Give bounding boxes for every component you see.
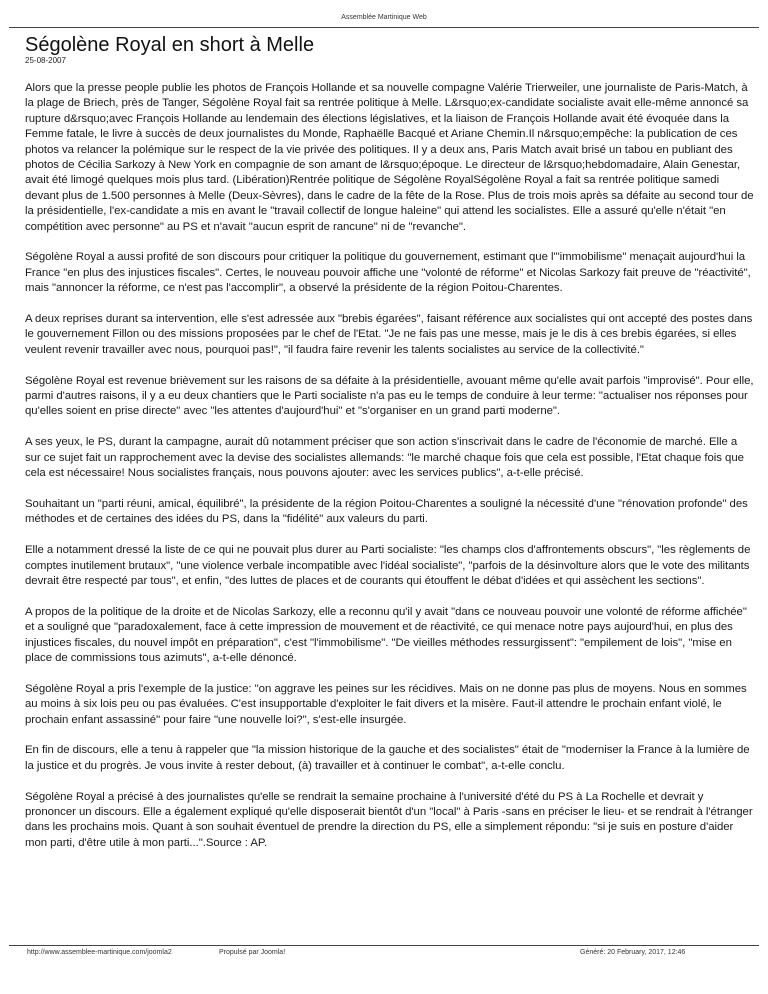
article-paragraph: Souhaitant un "parti réuni, amical, équilibré", la présidente de la région Poitou-Charentes a souligné la nécessité d'une "rénovation profonde" des méthodes et de certaines des idées du PS, dans la "fidélité" aux valeurs du parti. <box>25 497 748 526</box>
article-paragraph: Ségolène Royal a aussi profité de son discours pour critiquer la politique du gouvernement, estimant que l'"immobilisme" menaçait aujourd'hui la France "en plus des injustices fiscales". Certes, le nouveau pouvoir affiche une "volonté de réforme" et Nicolas Sarkozy fait preuve de "réactivité", mais "annoncer la réforme, ce n'est pas l'accomplir", a observé la présidente de la région Poitou-Charentes. <box>25 251 751 295</box>
article-paragraph: Alors que la presse people publie les photos de François Hollande et sa nouvelle compagne Valérie Trierweiler, une journaliste de Paris-Match, à la plage de Briech, près de Tanger, Ségolène Royal fait sa rentrée politique à Melle. L&rsquo;ex-candidate socialiste avait elle-même annoncé sa rupture d&rsquo;avec François Hollande au lendemain des élections législatives, et la liaison de François Hollande avait été évoquée dans la Femme fatale, le livre à succès de deux journalistes du Monde, Raphaëlle Bacqué et Ariane Chemin.Il n&rsquo;empêche: la publication de ces photos va relancer la polémique sur le respect de la vie privée des politiques. Il y a deux ans, Paris Match avait brisé un tabou en publiant des photos de Cécilia Sarkozy à New York en compagnie de son amant de l&rsquo;époque. Le directeur de l&rsquo;hebdomadaire, Alain Genestar, avait été limogé quelques mois plus tard. (Libération)Rentrée politique de Ségolène RoyalSégolène Royal a fait sa rentrée politique samedi devant plus de 1.500 personnes à Melle (Deux-Sèvres), dans le cadre de la fête de la Rose. Plus de trois mois après sa défaite au second tour de la présidentielle, l'ex-candidate a mis en avant le "travail collectif de longue haleine" qui attend les socialistes. Elle a assuré qu'elle n'était "en compétition avec personne" au PS et n'avait "aucun esprit de rancune" ni de "revanche". <box>25 82 754 233</box>
article-paragraph: Ségolène Royal a précisé à des journalistes qu'elle se rendrait la semaine prochaine à l'université d'été du PS à La Rochelle et devrait y prononcer un discours. Elle a également expliqué qu'elle disposerait bientôt d'un "local" à Paris -sans en préciser le lieu- et se rendrait à l'étranger dans les prochains mois. Quant à son souhait éventuel de prendre la direction du PS, elle a simplement répondu: "si je suis en posture d'aider mon parti, d'être utile à mon parti...".Source : AP. <box>25 790 753 849</box>
article-body <box>25 81 755 867</box>
site-name-header: Assemblée Martinique Web <box>341 14 427 21</box>
footer-generated-timestamp: Généré: 20 February, 2017, 12:46 <box>580 949 686 956</box>
article-paragraph: Ségolène Royal a pris l'exemple de la justice: "on aggrave les peines sur les récidives. Mais on ne donne pas plus de moyens. Nous en sommes au moins à six lois peu ou pas évaluées. C'est insupportable d'exploiter le fait divers et la misère. Faut-il attendre le prochain enfant violé, le prochain enfant assassiné" pour faire "une nouvelle loi?", s'est-elle insurgée. <box>25 682 747 726</box>
article-date: 25-08-2007 <box>25 56 66 65</box>
article-paragraph: En fin de discours, elle a tenu à rappeler que "la mission historique de la gauche et des socialistes" était de "moderniser la France à la lumière de la justice et du progrès. Je vous invite à rester debout, (à) travailler et à continuer le combat", a-t-elle conclu. <box>25 744 750 772</box>
article-paragraph: A ses yeux, le PS, durant la campagne, aurait dû notamment préciser que son action s'inscrivait dans le cadre de l'économie de marché. Elle a sur ce sujet fait un rapprochement avec la devise des socialistes allemands: "le marché chaque fois que cela est possible, l'Etat chaque fois que cela est nécessaire! Nous socialistes français, nous pouvons ajouter: avec les services publics", a-t-elle précisé. <box>25 436 744 480</box>
footer-powered-by: Propulsé par Joomla! <box>219 949 286 956</box>
header-divider <box>9 27 759 28</box>
article-paragraph: A deux reprises durant sa intervention, elle s'est adressée aux "brebis égarées", faisant référence aux socialistes qui ont accepté des postes dans le gouvernement Fillon ou des missions proposées par le chef de l'Etat. "Je ne fais pas une messe, mais je le dis à ces brebis égarées, si elles veulent revenir travailler avec nous, pourquoi pas!", "il faudra faire revenir les talents socialistes au service de la collectivité." <box>25 313 753 356</box>
footer-site-url: http://www.assemblee-martinique.com/joomla2 <box>27 949 172 956</box>
footer-divider <box>9 945 759 946</box>
article-title: Ségolène Royal en short à Melle <box>25 34 315 56</box>
article-paragraph: A propos de la politique de la droite et de Nicolas Sarkozy, elle a reconnu qu'il y avait "dans ce nouveau pouvoir une volonté de réforme affichée" et a souligné que "paradoxalement, face à cette impression de mouvement et de réactivité, ce qui menace notre pays aujourd'hui, en plus des injustices fiscales, du nouvel impôt en préparation", c'est "l'immobilisme". "De vieilles méthodes ressurgissent": "empilement de lois", "mise en place de commissions tous azimuts", a-t-elle dénoncé. <box>25 605 747 664</box>
article-paragraph: Elle a notamment dressé la liste de ce qui ne pouvait plus durer au Parti socialiste: "les champs clos d'affrontements obscurs", "les règlements de comptes inutilement brutaux", "une violence verbale incompatible avec l'idéal socialiste", "parfois de la désinvolture alors que le vote des militants devrait être respecté par tous", et enfin, "des luttes de places et de courants qui étouffent le débat d'idées et qui assèchent les sections". <box>25 544 751 587</box>
article-paragraph: Ségolène Royal est revenue brièvement sur les raisons de sa défaite à la présidentielle, avouant même qu'elle avait parfois "improvisé". Pour elle, parmi d'autres raisons, il y a eu deux chantiers que le Parti socialiste n'a pas eu le temps de conduire à leur terme: "actualiser nos réponses pour qu'elles soient en prise directe" avec "les attentes d'aujourd'hui" et "s'organiser en un grand parti moderne". <box>25 374 754 418</box>
